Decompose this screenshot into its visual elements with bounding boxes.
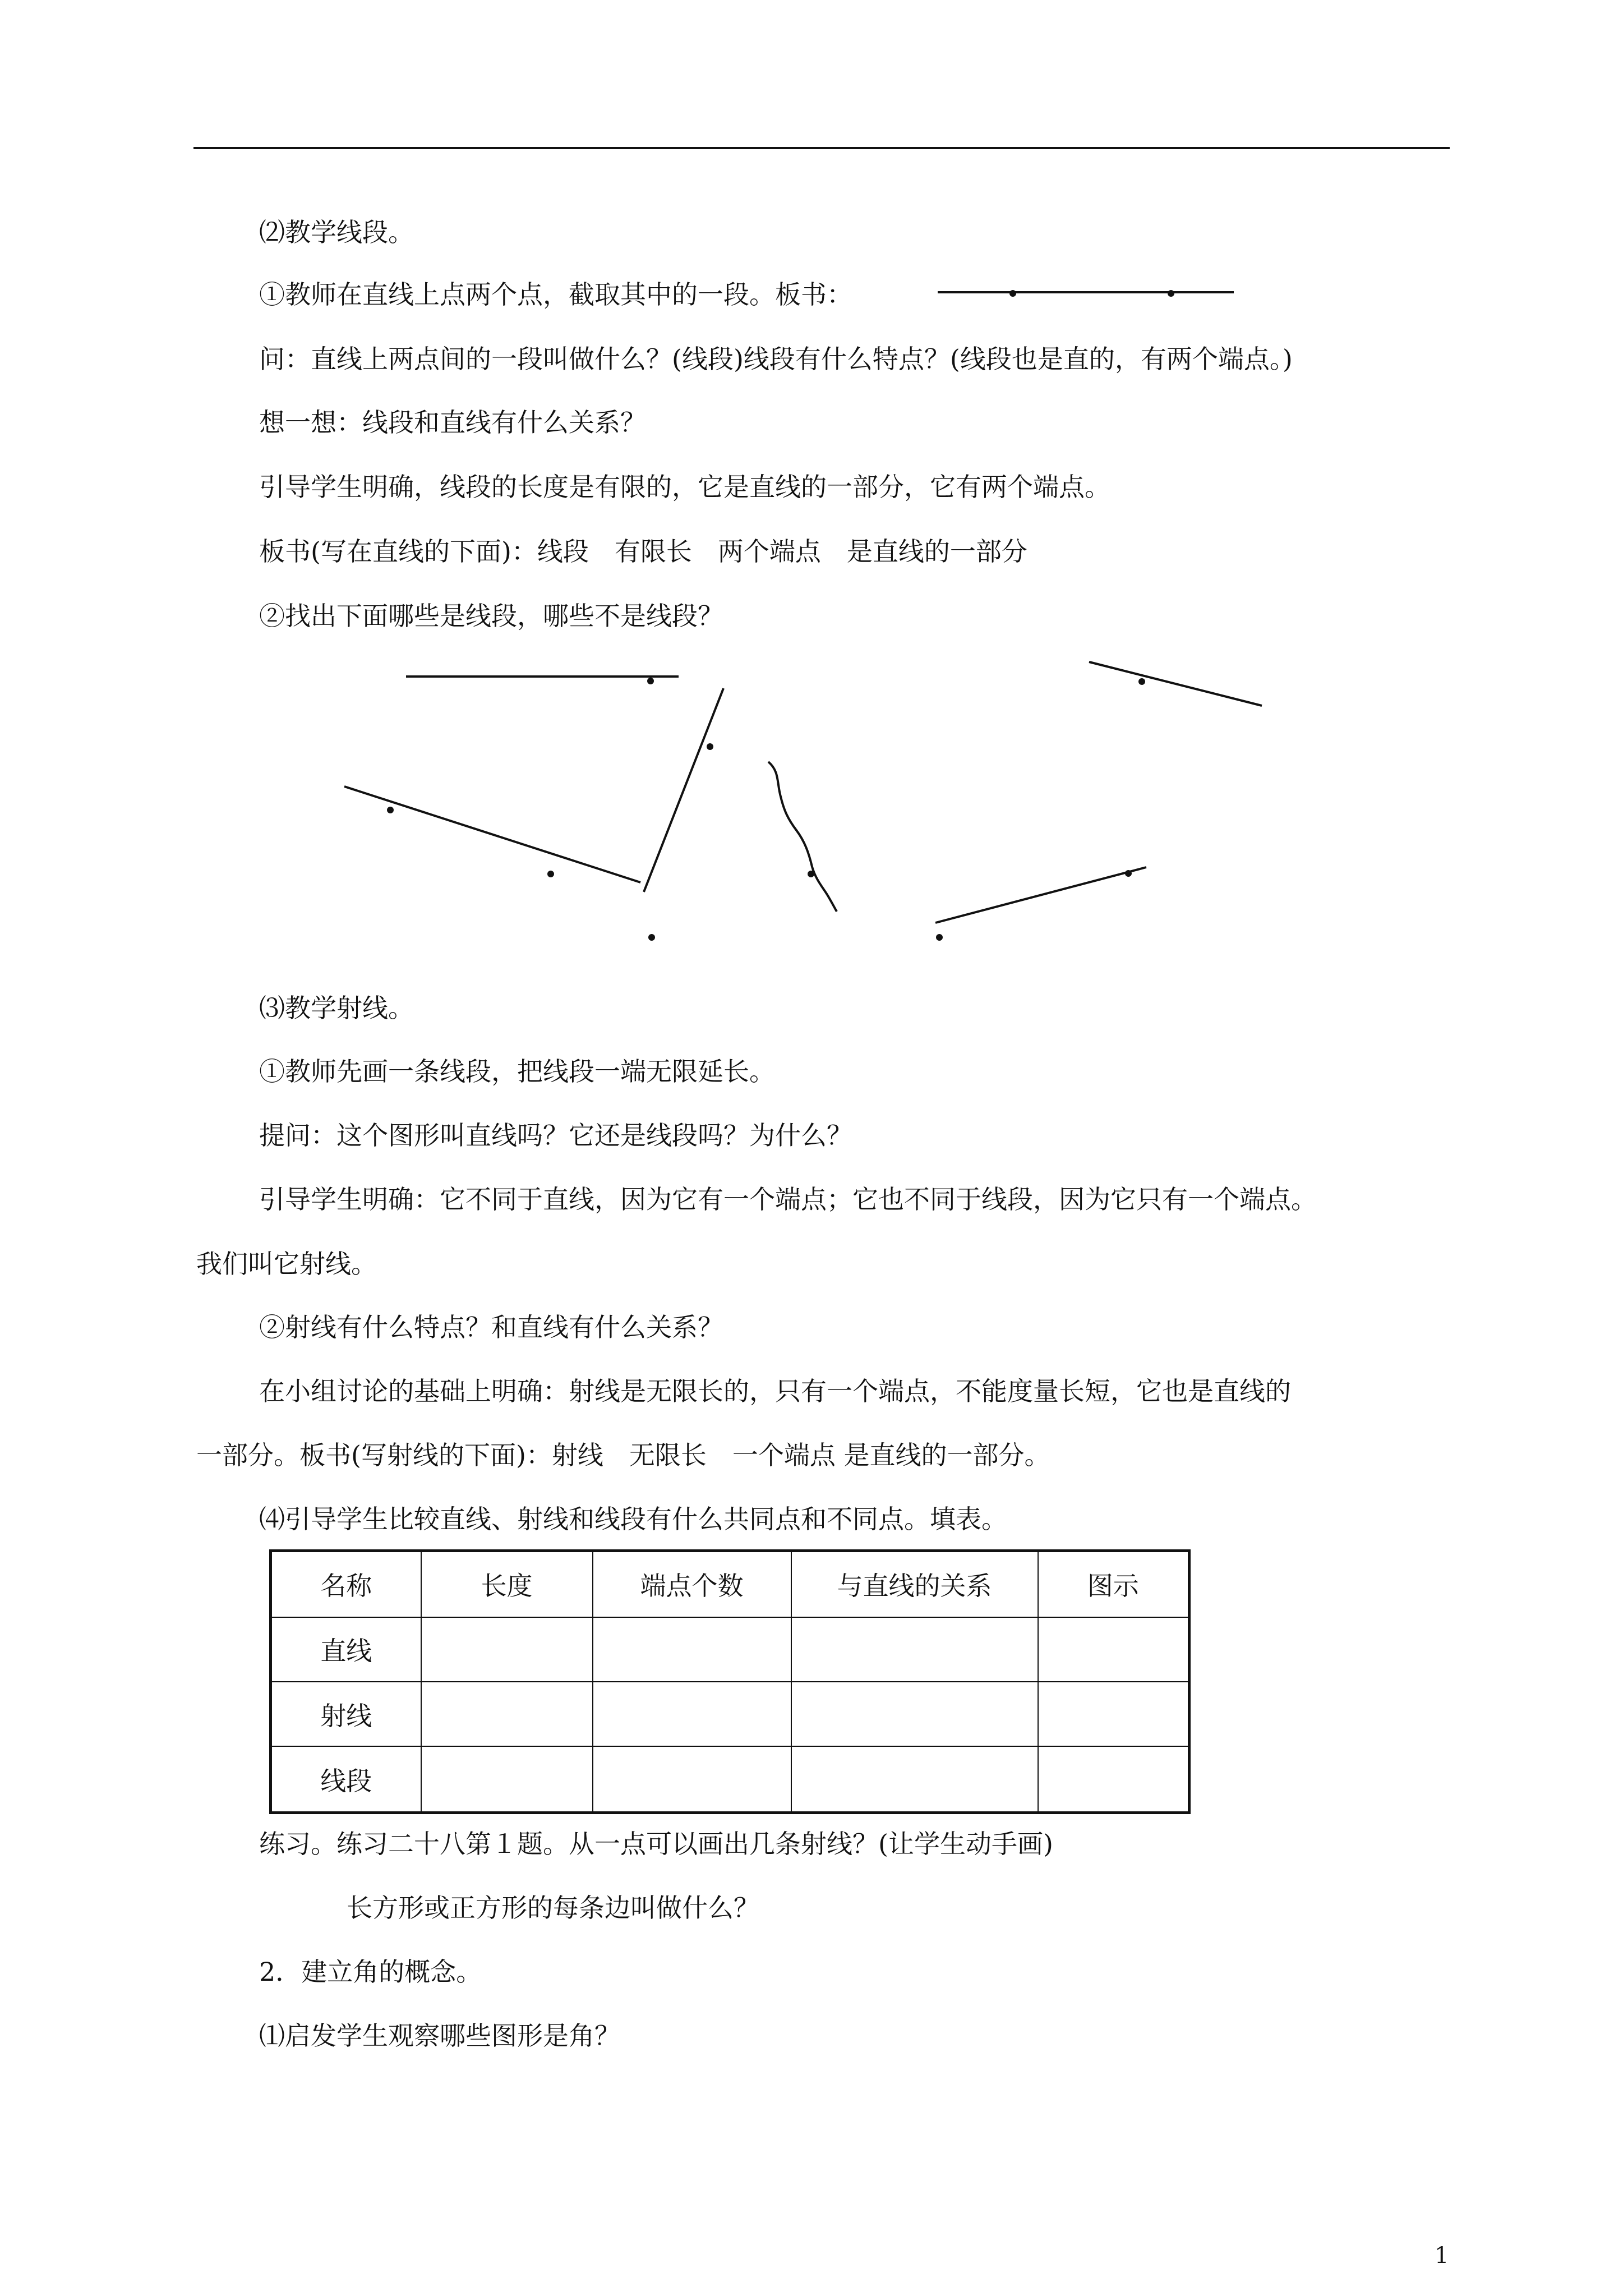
table-cell [1038,1746,1189,1812]
table-cell [593,1682,791,1746]
paragraph-line: 一部分。板书(写射线的下面)：射线 无限长 一个端点 是直线的一部分。 [196,1440,1050,1470]
paragraph-line: ⑴启发学生观察哪些图形是角？ [259,2021,620,2051]
figure-point [936,934,943,941]
paragraph-line: 我们叫它射线。 [196,1249,377,1279]
table-cell [421,1682,593,1746]
table-row-label: 直线 [271,1617,421,1682]
table-cell [593,1746,791,1812]
paragraph-line: ⑶教学射线。 [259,993,414,1023]
paragraph-line: ⑷引导学生比较直线、射线和线段有什么共同点和不同点。填表。 [259,1504,1007,1534]
paragraph-line: 在小组讨论的基础上明确：射线是无限长的，只有一个端点，不能度量长短，它也是直线的 [259,1376,1291,1406]
figure-ray-steep [644,688,723,892]
table-cell [791,1746,1038,1812]
figure-point [547,871,554,877]
table-header-cell: 图示 [1038,1551,1189,1617]
paragraph-line: 问：直线上两点间的一段叫做什么？(线段)线段有什么特点？(线段也是直的，有两个端点。) [259,344,1293,374]
figure-segment-right [1089,662,1262,706]
paragraph-line: ①教师在直线上点两个点，截取其中的一段。板书： [259,279,852,310]
paragraph-line: 想一想：线段和直线有什么关系？ [259,407,646,438]
paragraph-line: ⑵教学线段。 [259,217,414,247]
comparison-table [269,1549,1191,1814]
table-cell [1038,1682,1189,1746]
figure-curve [768,762,837,912]
paragraph-line: ①教师先画一条线段，把线段一端无限延长。 [259,1056,775,1087]
table-row-label: 线段 [271,1746,421,1812]
figure-line-long [344,786,640,882]
table-row [271,1682,1189,1746]
figure-point [707,743,713,750]
board-point [1168,290,1174,297]
table-header-row [271,1551,1189,1617]
table-row-label: 射线 [271,1682,421,1746]
page-number: 1 [1435,2243,1449,2269]
figure-point [648,934,655,941]
figure-point [808,871,814,877]
paragraph-line: 长方形或正方形的每条边叫做什么？ [347,1893,759,1923]
table-cell [791,1617,1038,1682]
board-point [1009,290,1016,297]
paragraph-line: 板书(写在直线的下面)：线段 有限长 两个端点 是直线的一部分 [259,536,1027,567]
figure-ray-bottom [935,867,1146,923]
paragraph-line: ②射线有什么特点？和直线有什么关系？ [259,1312,723,1342]
table-header-cell: 长度 [421,1551,593,1617]
table-cell [593,1617,791,1682]
figure-point [647,678,654,684]
table-cell [1038,1617,1189,1682]
paragraph-line: 2．建立角的概念。 [259,1957,482,1987]
figure-point [1138,678,1145,685]
table-header-cell: 与直线的关系 [791,1551,1038,1617]
table-cell [791,1682,1038,1746]
table-row [271,1746,1189,1812]
table-header-cell: 名称 [271,1551,421,1617]
figure-point [1125,870,1132,877]
paragraph-line: 练习。练习二十八第１题。从一点可以画出几条射线？(让学生动手画) [259,1829,1053,1859]
table-cell [421,1617,593,1682]
paragraph-line: 引导学生明确：它不同于直线，因为它有一个端点；它也不同于线段，因为它只有一个端点。 [259,1184,1317,1214]
figure-point [387,807,394,813]
paragraph-line: 提问：这个图形叫直线吗？它还是线段吗？为什么？ [259,1120,852,1151]
table-header-cell: 端点个数 [593,1551,791,1617]
paragraph-line: 引导学生明确，线段的长度是有限的，它是直线的一部分，它有两个端点。 [259,472,1110,502]
table-cell [421,1746,593,1812]
table-row [271,1617,1189,1682]
paragraph-line: ②找出下面哪些是线段，哪些不是线段？ [259,601,723,631]
